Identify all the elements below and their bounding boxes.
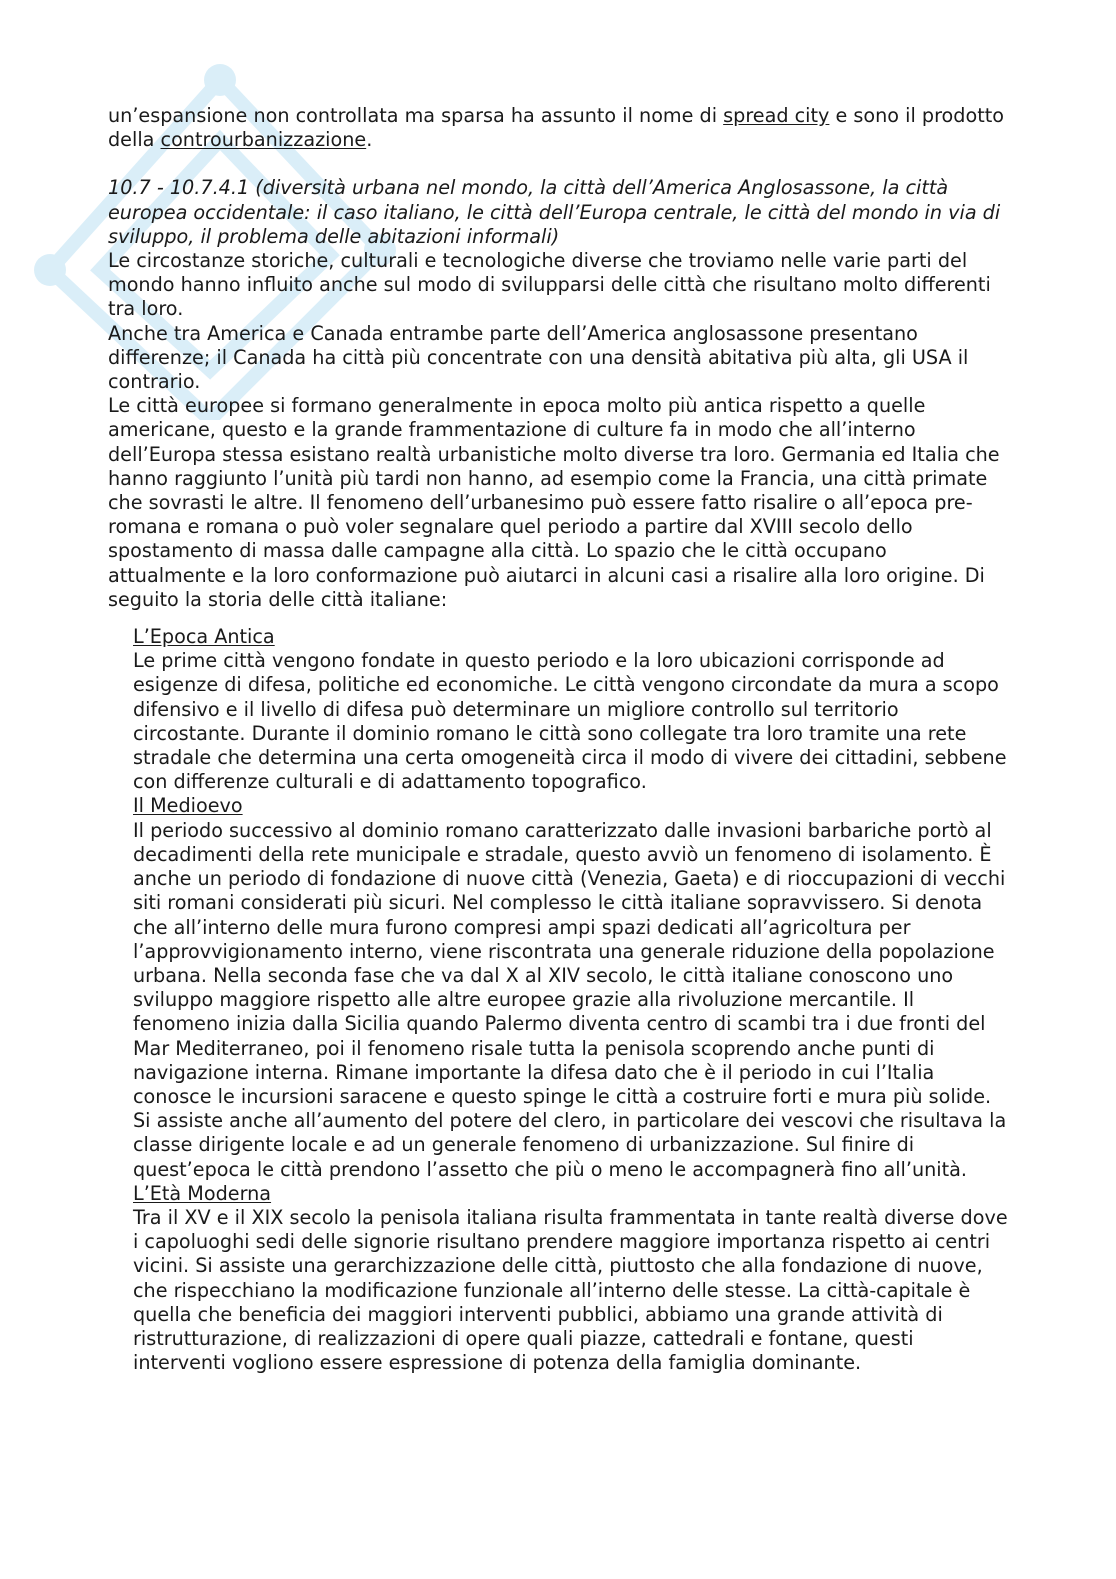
section-text: Le prime città vengono fondate in questo periodo e la loro ubicazioni corrisponde ad esigenze di difesa, politiche ed economiche. Le città vengono circondate da mura a scopo difensivo e il livello di difesa può determinare un migliore controllo sul territorio circostante. Durante il dominio romano le città sono collegate tra loro tramite una rete stradale che determina una certa omogeneità circa il modo di vivere dei cittadini, sebbene con differenze culturali e di adattamento topografico.: [133, 649, 1007, 794]
section-title: Il Medioevo: [133, 794, 243, 818]
section-text: Tra il XV e il XIX secolo la penisola italiana risulta frammentata in tante realtà diverse dove i capoluoghi sedi delle signorie risultano prendere maggiore importanza rispetto ai centri vicini. Si assiste una gerarchizzazione delle città, piuttosto che alla fondazione di nuove, che rispecchiano la modificazione funzionale all’interno delle stesse. La città-capitale è quella che beneficia dei maggiori interventi pubblici, abbiamo una grande attività di ristrutturazione, di realizzazioni di opere quali piazze, cattedrali e fontane, questi interventi vogliono essere espressione di potenza della famiglia dominante.: [133, 1205, 1008, 1375]
intro-text-end: .: [366, 128, 373, 152]
paragraph: Le circostanze storiche, culturali e tecnologiche diverse che troviamo nelle varie parti del mondo hanno influito anche sul modo di svilupparsi delle città che risultano molto differenti tra loro.: [108, 249, 991, 321]
spacer: [108, 152, 1008, 176]
section-text: Il periodo successivo al dominio romano caratterizzato dalle invasioni barbariche portò al decadimenti della rete municipale e stradale, questo avviò un fenomeno di isolamento. È anche un periodo di fondazione di nuove città (Venezia, Gaeta) e di rioccupazioni di vecchi siti romani considerati più sicuri. Nel complesso le città italiane sopravvissero. Si denota che all’interno delle mura furono compresi ampi spazi dedicati all’agricoltura per l’approvvigionamento interno, viene riscontrata una generale riduzione della popolazione urbana. Nella seconda fase che va dal X al XIV secolo, le città italiane conoscono uno sviluppo maggiore rispetto alle altre europee grazie alla rivoluzione mercantile. Il fenomeno inizia dalla Sicilia quando Palermo diventa centro di scambi tra i due fronti del Mar Mediterraneo, poi il fenomeno risale tutta la penisola scoprendo anche punti di navigazione interna. Rimane importante la difesa dato che è il periodo in cui l’Italia conosce le incursioni saracene e questo spinge le città a costruire forti e mura più solide. Si assiste anche all’aumento del potere del clero, in particolare dei vescovi che risultava la classe dirigente locale e ad un generale fenomeno di urbanizzazione. Sul finire di quest’epoca le città prendono l’assetto che più o meno le accompagnerà fino all’unità.: [133, 818, 1007, 1181]
chapter-heading: 10.7 - 10.7.4.1 (diversità urbana nel mondo, la città dell’America Anglosassone, la città europea occidentale: il caso italiano, le città dell’Europa centrale, le città del mondo in via di sviluppo, il problema delle abitazioni informali): [108, 176, 1001, 248]
intro-text-start: un’espansione non controllata ma sparsa ha assunto il nome di: [108, 104, 724, 127]
section-eta-moderna: [133, 1182, 1008, 1376]
paragraph: Anche tra America e Canada entrambe parte dell’America anglosassone presentano differenze; il Canada ha città più concentrate con una densità abitativa più alta, gli USA il contrario.: [108, 321, 969, 394]
term-spread-city: spread city: [723, 104, 830, 127]
intro-paragraph: [108, 104, 1008, 152]
section-medioevo: [133, 794, 1008, 1181]
section-title: L’Età Moderna: [133, 1181, 272, 1205]
spacer: [108, 612, 1008, 625]
term-controurbanizzazione: controurbanizzazione: [160, 128, 367, 152]
section-title: L’Epoca Antica: [133, 625, 275, 649]
paragraph: Le città europee si formano generalmente in epoca molto più antica rispetto a quelle americane, questo e la grande frammentazione di culture fa in modo che all’interno dell’Europa stessa esistano realtà urbanistiche molto diverse tra loro. Germania ed Italia che hanno raggiunto l’unità più tardi non hanno, ad esempio come la Francia, una città primate che sovrasti le altre. Il fenomeno dell’urbanesimo può essere fatto risalire o all’epoca pre-romana e romana o può voler segnalare quel periodo a partire dal XVIII secolo dello spostamento di massa dalle campagne alla città. Lo spazio che le città occupano attualmente e la loro conformazione può aiutarci in alcuni casi a risalire alla loro origine. Di seguito la storia delle città italiane:: [108, 394, 1000, 611]
document-page: [108, 104, 1008, 1375]
intro-text-mid: e sono il prodotto della: [108, 104, 1004, 152]
section-epoca-antica: [133, 625, 1008, 794]
